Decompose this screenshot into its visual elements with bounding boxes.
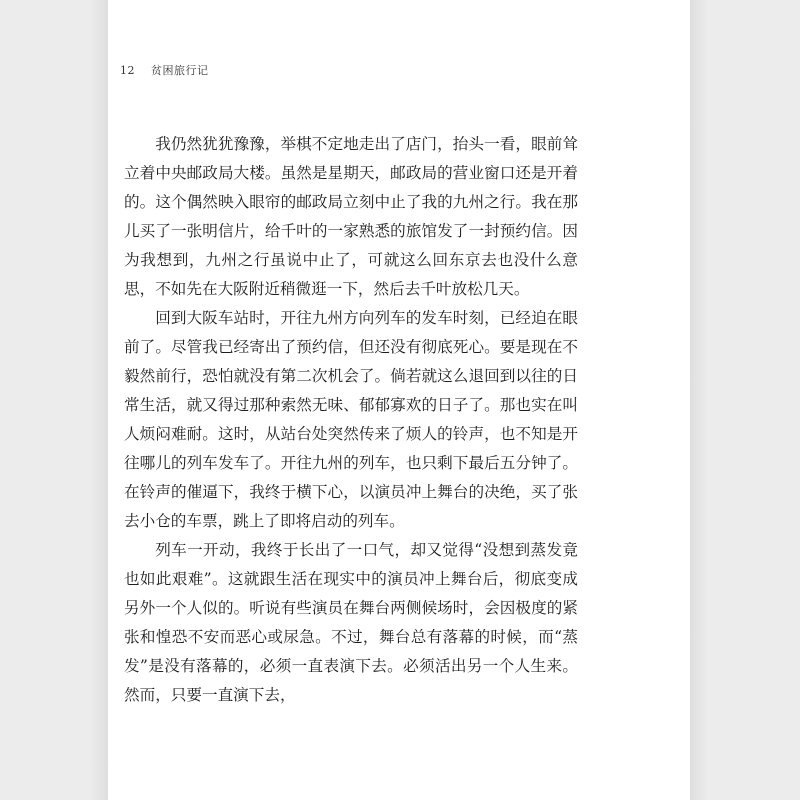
paragraph-2: 回到大阪车站时，开往九州方向列车的发车时刻，已经迫在眼前了。尽管我已经寄出了预约信，但还没有彻底死心。要是现在不毅然前行，恐怕就没有第二次机会了。倘若就这么退回到以往的日常生活，就又得过那种索然无味、郁郁寡欢的日子了。那也实在叫人烦闷难耐。这时，从站台处突然传来了烦人的铃声，也不知是开往哪儿的列车发车了。开往九州的列车，也只剩下最后五分钟了。在铃声的催逼下，我终于横下心，以演员冲上舞台的决绝，买了张去小仓的车票，跳上了即将启动的列车。 xyxy=(124,309,578,530)
page-shadow-left xyxy=(90,0,108,800)
page-shadow-right xyxy=(690,0,708,800)
paragraph-1: 我仍然犹犹豫豫，举棋不定地走出了店门，抬头一看，眼前耸立着中央邮政局大楼。虽然是星期天，邮政局的营业窗口还是开着的。这个偶然映入眼帘的邮政局立刻中止了我的九州之行。我在那儿买了一张明信片，给千叶的一家熟悉的旅馆发了一封预约信。因为我想到，九州之行虽说中止了，可就这么回东京去也没什么意思，不如先在大阪附近稍微逛一下，然后去千叶放松几天。 xyxy=(124,135,578,298)
paragraph-3: 列车一开动，我终于长出了一口气，却又觉得“没想到蒸发竟也如此艰难”。这就跟生活在现实中的演员冲上舞台后，彻底变成另外一个人似的。听说有些演员在舞台两侧候场时，会因极度的紧张和惶恐不安而恶心或尿急。不过，舞台总有落幕的时候，而“蒸发”是没有落幕的，必须一直表演下去。必须活出另一个人生来。然而，只要一直演下去， xyxy=(124,541,578,704)
book-title: 贫困旅行记 xyxy=(151,64,209,77)
page-number: 12 xyxy=(120,64,135,77)
running-head xyxy=(120,62,209,78)
body-text xyxy=(124,130,578,710)
